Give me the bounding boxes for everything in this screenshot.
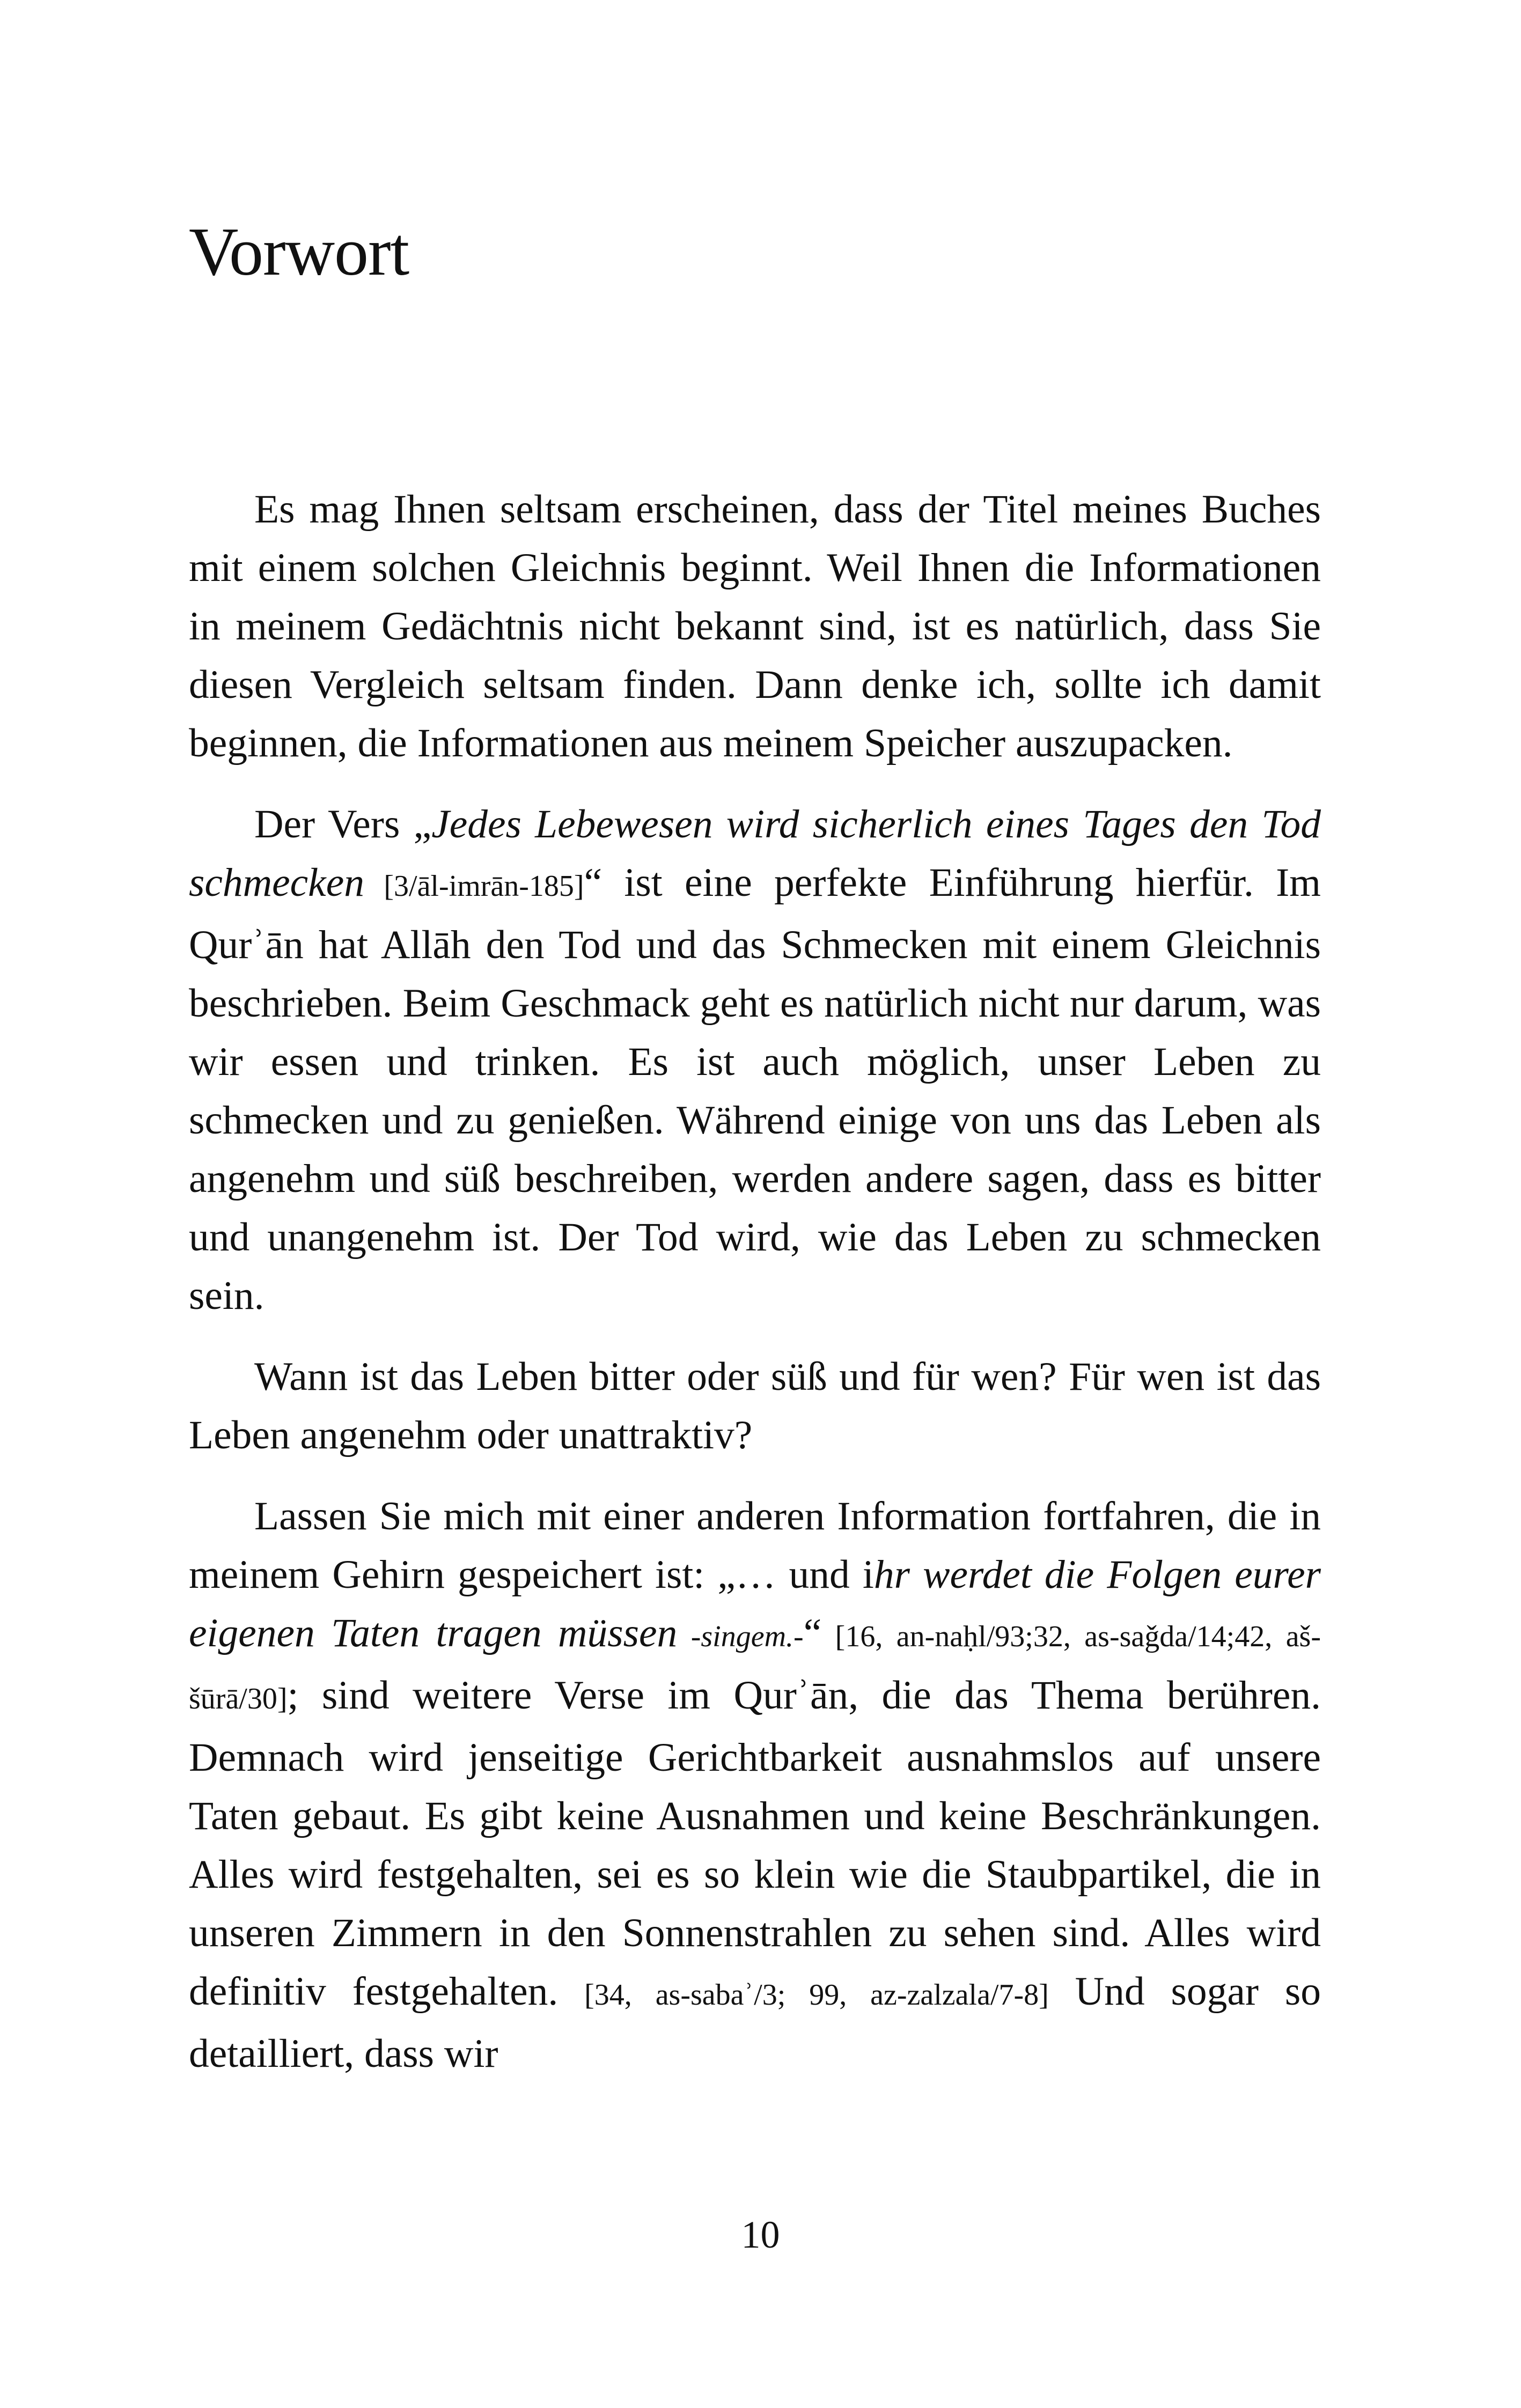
quran-quote-italic: hr werdet die Folgen eurer eigenen Taten tragen müssen	[189, 1552, 1321, 1655]
verse-reference: [16, an-naḥl/93;32, as-saǧda/14;42, aš-šūrā/30]	[189, 1620, 1321, 1715]
body-text	[189, 480, 1321, 2105]
paragraph-4	[189, 1487, 1321, 2083]
paragraph-2	[189, 795, 1321, 1325]
paragraph-4-text-3: Und sogar so detailliert, dass wir	[189, 1969, 1321, 2076]
paragraph-4-text-2: ; sind weitere Verse im Qurʾān, die das Thema berühren. Demnach wird jenseitige Gerichtbarkeit ausnahmslos auf unsere Taten gebaut. Es gibt keine Ausnahmen und keine Beschränkungen. Alles wird festgehalten, sei es so klein wie die Staubpartikel, die in unseren Zimmern in den Sonnenstrahlen zu sehen sind. Alles wird definitiv festgehalten.	[189, 1673, 1321, 2014]
verse-reference: [3/āl-imrān-185]	[364, 870, 584, 903]
paragraph-3: Wann ist das Leben bitter oder süß und für wen? Für wen ist das Leben angenehm oder unattraktiv?	[189, 1354, 1321, 1457]
quran-quote-italic: Jedes Lebewesen wird sicherlich eines Tages den Tod schmecken	[189, 802, 1321, 905]
closing-quote: “	[803, 1611, 822, 1655]
verse-reference: [34, as-sabaʾ/3; 99, az-zalzala/7-8]	[584, 1978, 1049, 2012]
page-number: 10	[741, 2213, 780, 2256]
paragraph-2-text-2: “ ist eine perfekte Einführung hierfür. Im Qurʾān hat Allāh den Tod und das Schmecken mit einem Gleichnis beschrieben. Beim Geschmack geht es natürlich nicht nur darum, was wir essen und trinken. Es ist auch möglich, unser Leben zu schmecken und zu genießen. Während einige von uns das Leben als angenehm und süß beschreiben, werden andere sagen, dass es bitter und unangenehm ist. Der Tod wird, wie das Leben zu schmecken sein.	[189, 860, 1321, 1318]
translator-note: -singem.-	[677, 1620, 804, 1653]
paragraph-4-text-1: Lassen Sie mich mit einer anderen Information fortfahren, die in meinem Gehirn gespeichert ist: „… und i	[189, 1494, 1321, 1597]
paragraph-2-text-1: Der Vers „	[254, 802, 432, 846]
chapter-heading: Vorwort	[189, 213, 409, 290]
paragraph-1: Es mag Ihnen seltsam erscheinen, dass der Titel meines Buches mit einem solchen Gleichnis beginnt. Weil Ihnen die Informationen in meinem Gedächtnis nicht bekannt sind, ist es natürlich, dass Sie diesen Vergleich seltsam finden. Dann denke ich, sollte ich damit beginnen, die Informationen aus meinem Speicher auszupacken.	[189, 487, 1321, 765]
